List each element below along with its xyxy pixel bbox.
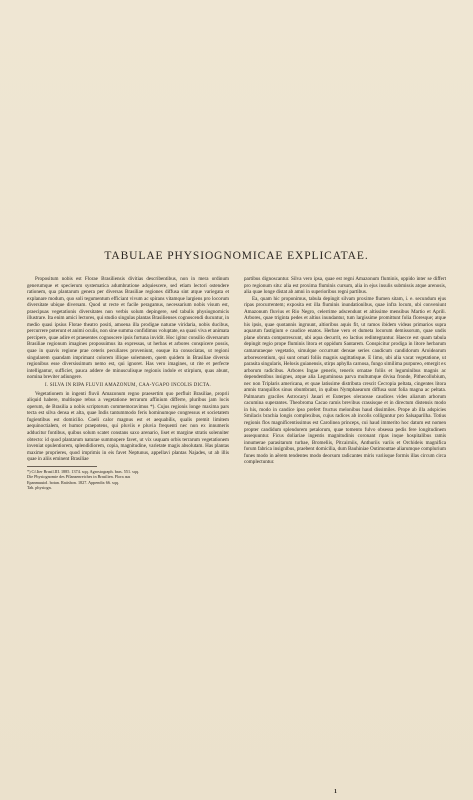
intro-paragraph: Propositum nobis est Florae Brasiliensis divitias describentibus, non in mera ordinum generumque et specierum systematica adumbratione adquiescere, sed etiam lectori ostendere rationem, qua plantarum genera per diversas Brasiliae regiones diffusa sint atque variegata et explanare modum, quo soli tegumentum efficiant vivum ac spirans vitamque largiens pro locorum diversitate ubique diversam. Quod ut recte et facile peragamus, necessarium nobis visum est, praecipuas vegetationis diversitates non verbis solum depingere, sed tabulis physiognomicis illustrare. Ita enim amici lectores, qui studio singulas plantas Brasilienses cognoscendi ducuntur, in medio quasi ipsius Florae theatro positi, amoena illa prodigae naturae viridaria, nobis ducibus, percurrere poterunt et animi oculis, non sine summa confidimus voluptate, ea quasi viva et animata percipere, quae adire et praesentes cognoscere ipsis fortuna invidit. Hoc igitur consilio diversarum Brasiliae regionum imagines proposuimus ita expressas, ut herbas et arbores conspicere possis, quae in quavis regione prae ceteris peculiares proveniunt, easque ita consociatas, ut regioni singularem quandam imprimant colorem illique solemnem, quem quidem in Brasiliae diversis regionibus esse diversissimum nemo est, qui ignoret. Has vero imagines, ut rite et perfecte intelligantur, sufficiet, pauca addere de minusculisque regionis indole et stirpium, quas abunt, nomina breviter adiungere.: [27, 276, 229, 381]
footnotes: [27, 469, 229, 491]
continued-paragraph: partibus dignoscantur. Silva vero ipsa, quae est regni Amazonum fluminis, oppido inter se differt pro regionum situ: alia est proxima fluminis cursum, alia in ejus insulis submissis atque arenosis, alia quae longe distat ab amni in superioribus regni partibus.: [244, 276, 446, 296]
section-heading: I. SILVA IN RIPA FLUVII AMAZONUM, CAA-YGAPO INCOLIS DICTA.: [45, 382, 211, 388]
footnote-line: Die Physiognomie des Pflanzenreiches in Brasilien. Flora aus: [27, 474, 131, 480]
footnote-rule: [27, 466, 97, 467]
section-paragraph: Vegetationem in ingenti fluvii Amazonum regno praesertim quo perfluit Brasiliae, proprii aliquid habere, multisque rebus a vegetatione terrarum affinium differre, pluribus jam locis operum, de Brasilia a nobis scriptorum commemoravimus *). Cujus regionis longe maxima pars tecta est silva densa et alta, quae Indis tantummodo feris hominumque congressus et societatem fugientibus est domicilio. Coeli calor magnus est et aequabilis, qualis premit limitem aequinoctialem, et humor praepotens, qui pluviis e pluvia frequenti nec non ex innumeris adducitur fontibus, quibus solum scatet constans saxo arenario, liset et margine stratis solenniter obtecto: id quod plantarum naturae summopere favet, ut vix usquam orbis terrarum vegetationem inveniat opulentiorem, splendidiorem, copia, magnitudine, varietate magis absolutam. Has plantas maxime proprieres, quod imprimis in eis favet Neptunus, appellavi plantas Najades, ut ab illis quae in aliis eminent Brasiliae: [27, 390, 229, 463]
footnote-line: *) Cf.Iter Brasil.III. 1885. 1374. sqq. Agrostograph. bras. 551. sqq.: [27, 468, 140, 474]
left-column: [27, 276, 229, 490]
description-paragraph: Ea, quam hic proponimus, tabula depingit silvam proxime flumen sitam, i. e. secundum ejus ripas procurrentem; exposita est illa fluminis inundationibus, quae infra locum, ubi conveniunt Amazonum fluvius et Rio Negro, celerrime adscendunt et altissime mensibus Martio et Aprili. Arbores, quae triginta pedes et altius inundantur, tum largissime promittunt folia floresque; atque his ipsis, quae quotannis ingruunt, altioribus aquis fit, ut ramos ibidem videas primarios supra aquarum fastigium e caudice enatos. Herbae vero et dumeta locorum demissorum, quae undis plane obruta computrescunt, ubi aqua decurrit, eo lactius redintegrantur. Haecce est quam tabula depingit regio prope fluminis litora et oppidum Santarem. Conspicitur prodiga in litore herbarum camaruraeque vegetatio, simulque occurrunt densae series caudicum candidorum Aroidearum arborescentium, qui sunt ornati foliis magnis sagittatisque. E limo, ubi alia vacat vegetatione, ut parasita singularis, Helosis guianensis, stirps aphylla carnosa, fungo similima purpureo, emergit ex arborum radicibus. Arbores Ingae generis, teneris ornatae foliis et leguminibus magnis ac dependentibus insignes, atque alia Leguminosa parva multumque divisa fronde, Pithecollobium, nec non Triplaris americana, et quae latissime distributa crescit Cecropia peltata, cingentes litora amnis tranquillos sinus obumbrant, in quibus Nymphaearum diffusa sunt folia magna ac peltata. Palmarum graciles Astrocaryi Jauari et Euterpes oleraceae caudices vides aliarum arborum cacumina superantes. Theobroma Cacao ramis brevibus crassisque et in directum distensis modo in his, modo in candice ipso prefert fructus melonibus haud dissimiles. Prope ab illa adspicies Smilacis brachia longis complexibus, cujus radices ab incolis colliguntur pro Salsaparilha. Totius regionis flos magnificentissimus est Carolinea princeps, cui haud immerito hoc datum est nomen propter candidum splendorem petalorum, quae tomento fulvo obsessa pedis fere longitudinem assequuntur. Ficus doliariae ingentis magnitudinis coronant ripas inque hospitalibus ramis innumerae parasitarum turbae, Bromeliis, Pitcairniis, Anthuriis variis et Orchideis magnifica forum fabrica insignibus, praebent domicilia, dum Bauhiniae Outimouttae aliarumque complurium funes modo in aërem tendentes modo deorsum radicantes miris variisque formis illas circum circa complectuntur.: [244, 295, 446, 466]
page-number: 1: [334, 789, 337, 795]
footnote-line: Tab. physiogn.: [27, 484, 52, 490]
right-column: [244, 276, 446, 466]
footnote-line: Epanmuuiol. botan. Ratisbon. 1827. Appendix 66. sqq.: [27, 479, 119, 485]
page-title: TABULAE PHYSIOGNOMICAE EXPLICATAE.: [104, 250, 369, 262]
